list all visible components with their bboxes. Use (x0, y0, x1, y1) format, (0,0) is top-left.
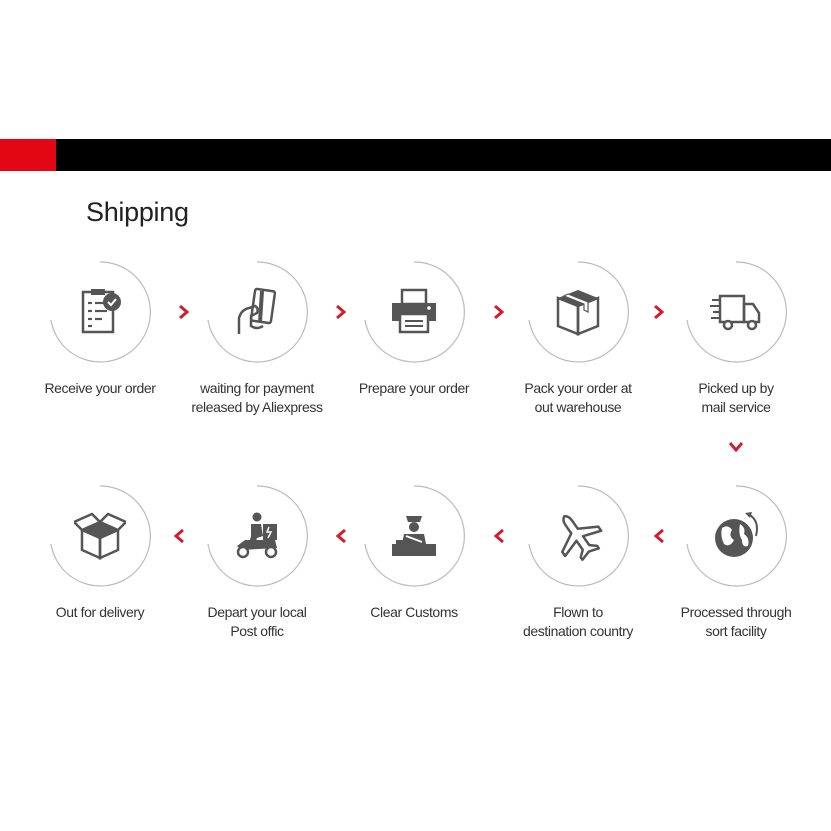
step-label: Out for delivery (55, 604, 145, 620)
globe-icon (710, 510, 762, 562)
page-title: Shipping (86, 197, 189, 227)
step-label: Processed through sort facility (680, 604, 792, 639)
open-box-icon (74, 510, 126, 562)
chevron-down-icon (727, 438, 745, 456)
header-bar (0, 139, 831, 171)
step-label: Pack your order at out warehouse (524, 380, 632, 415)
airplane-icon (552, 510, 604, 562)
truck-icon (710, 286, 762, 338)
step-label: Depart your local Post offic (207, 604, 307, 639)
step-label: Prepare your order (358, 380, 470, 396)
step-label: Clear Customs (370, 604, 458, 620)
chevron-right-icon (490, 303, 508, 321)
customs-officer-icon (388, 510, 440, 562)
clipboard-check-icon (74, 286, 126, 338)
step-label: Flown to destination country (523, 604, 633, 639)
step-label: Picked up by mail service (698, 380, 774, 415)
chevron-left-icon (332, 527, 350, 545)
box-icon (552, 286, 604, 338)
step-label: waiting for payment released by Aliexpress (191, 380, 323, 415)
step-label: Receive your order (44, 380, 156, 396)
chevron-left-icon (170, 527, 188, 545)
chevron-right-icon (650, 303, 668, 321)
chevron-right-icon (332, 303, 350, 321)
header-accent (0, 139, 56, 171)
chevron-left-icon (490, 527, 508, 545)
chevron-right-icon (175, 303, 193, 321)
printer-icon (388, 286, 440, 338)
hand-card-icon (231, 286, 283, 338)
delivery-scooter-icon (231, 510, 283, 562)
chevron-left-icon (650, 527, 668, 545)
